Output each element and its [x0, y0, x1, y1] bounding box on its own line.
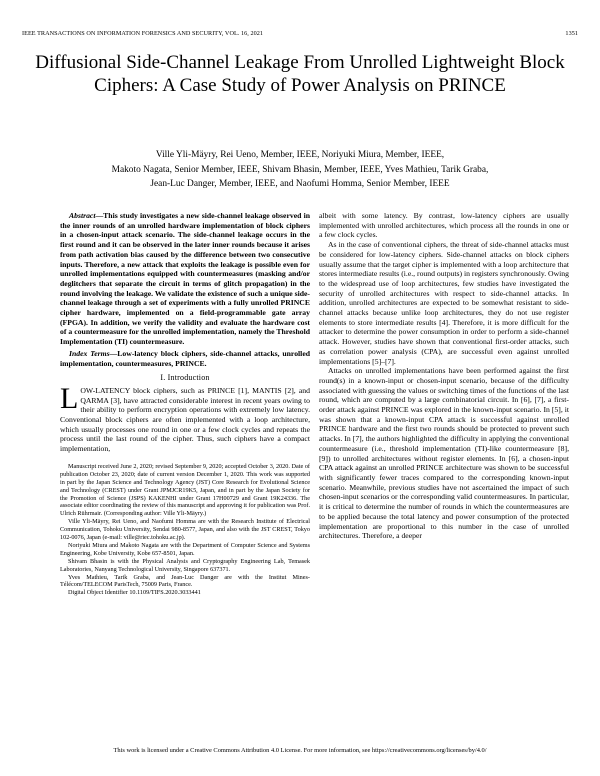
paragraph: Attacks on unrolled implementations have been performed against the first round(s) in a known-input or chosen-input scenario, because of the difficulty associated with guessing the values or switching times of the functions of the last round, which are computed by a large combinatorial circuit. In [6], [7], a first-order attack against PRINCE was explored in the known-input scenario. In [5], it was shown that a known-input CPA attack is successful against unrolled PRINCE hardware and the first two rounds should be protected to prevent such attacks. In [7], the authors highlighted the difficulty in applying the conventional countermeasure (i.e., threshold implementation (TI)-like countermeasure [8], [9]) to unrolled architectures without register elements. In [6], a chosen-input CPA attack against an unrolled PRINCE architecture was shown to be successful with significantly fewer traces compared to the corresponding known-input scenario. Meanwhile, previous studies have not ascertained the impact of such chosen-input scenarios or the corresponding valid countermeasures. In particular, it is critical to determine the number of rounds in which the countermeasures are to be applied because the total latency and power consumption of the protected implementation are proportional to this number in the case of unrolled architectures. Therefore, a deeper: [319, 366, 570, 541]
footnote-affil-2: Noriyuki Miura and Makoto Nagata are with the Department of Computer Science and Systems Engineering, Kobe University, Kobe 657-8501, Japan.: [60, 541, 310, 557]
footnotes: [60, 463, 310, 597]
footnote-affil-1: Ville Yli-Mäyry, Rei Ueno, and Naofumi Homma are with the Research Institute of Electrical Communication, Tohoku University, Sendai 980-8577, Japan, and also with the JST CREST, Tokyo 102-0076, Japan (e-mail: ville@riec.tohoku.ac.jp).: [60, 518, 310, 542]
journal-name: IEEE TRANSACTIONS ON INFORMATION FORENSICS AND SECURITY, VOL. 16, 2021: [22, 30, 264, 37]
abstract-label: Abstract: [69, 211, 96, 220]
footnote-affil-3: Shivam Bhasin is with the Physical Analysis and Cryptography Engineering Lab, Temasek Laboratories, Nanyang Technological University, Singapore 637371.: [60, 557, 310, 573]
right-column: [319, 211, 569, 541]
author-line-1: Ville Yli-Mäyry, Rei Ueno, Member, IEEE, Noriyuki Miura, Member, IEEE,: [155, 150, 445, 160]
author-list: [40, 148, 560, 192]
index-terms-label: Index Terms: [69, 348, 110, 358]
page-number: 1351: [565, 30, 578, 37]
section-heading: I. Introduction: [160, 373, 210, 383]
index-terms: Index Terms—Low-latency block ciphers, side-channel attacks, unrolled implementation, countermeasures, PRINCE.: [60, 348, 311, 368]
author-line-2: Makoto Nagata, Senior Member, IEEE, Shivam Bhasin, Member, IEEE, Yves Mathieu, Tarik Graba,: [111, 164, 489, 175]
left-column: [60, 211, 310, 597]
intro-body: [60, 381, 310, 454]
footnote-doi: Digital Object Identifier 10.1109/TIFS.2020.3033441: [68, 589, 201, 597]
paragraph: As in the case of conventional ciphers, the threat of side-channel attacks must be considered for low-latency ciphers. Side-channel attacks on block ciphers usually assume that the target cipher is implemented with a loop architecture that stores intermediate results (i.e., round outputs) in registers synchronously. Owing to the widespread use of loop architectures, few studies have investigated the security of unrolled architectures with respect to side-channel attacks. In addition, unrolled architectures are expected to be somewhat resistant to side-channel attacks because unlike loop architectures, they do not use register elements to store intermediate results [4]. Therefore, it is more difficult for the attacker to determine the power consumption in order to perform a side-channel attack. However, studies have shown that conventional first-order attacks, such as correlation power analysis (CPA), are successful even against unrolled implementations [5]–[7].: [319, 240, 569, 366]
running-header: [22, 30, 578, 40]
footnote-received: Manuscript received June 2, 2020; revised September 9, 2020; accepted October 3, 2020. Date of publication October 23, 2020; date of current version December 1, 2020. This work was supported in part by the Japan Science and Technology Agency (JST) Core Research for Evolutional Science and Technology (CREST) under Grant JPMJCR19K5, Japan, and in part by the Japan Society for the Promotion of Science (JSPS) KAKENHI under Grant 17H00729 and Grant 19K24336. The associate editor coordinating the review of this manuscript and approving it for publication was Prof. Ulrich Rührmair. (Corresponding author: Ville Yli-Mäyry.): [60, 462, 311, 518]
drop-cap: L: [60, 381, 79, 415]
paragraph-continued: albeit with some latency. By contrast, low-latency ciphers are usually implemented with unrolled architectures, which process all the rounds in one or a few clock cycles.: [319, 211, 569, 240]
intro-paragraph: LOW-LATENCY block ciphers, such as PRINCE [1], MANTIS [2], and QARMA [3], have attracted considerable interest in recent years owing to their ability to perform encryption operations with extremely low latency. Conventional block ciphers are often implemented with a loop architecture, which usually processes one round in one or a few clock cycles and repeats the process until the last round of the cipher. Thus, such ciphers have a compact implementation,: [60, 381, 310, 454]
abstract: Abstract—This study investigates a new side-channel leakage observed in the inner rounds of an unrolled hardware implementation of block ciphers in a chosen-input attack scenario. The side-channel leakage occurs in the first round and it can be observed in the later inner rounds because it arises from path activation bias caused by the difference between two consecutive inputs. Therefore, a new attack that exploits the leakage is possible even for unrolled implementations equipped with countermeasures (masking and/or deglitchers that separate the circuit in terms of glitch propagation) in the round involving the leakage. We validate the existence of such a unique side-channel leakage through a set of experiments with a fully unrolled PRINCE cipher hardware, implemented on a field-programmable gate array (FPGA). In addition, we verify the validity and evaluate the hardware cost of a countermeasure for the unrolled implementation, namely the Threshold Implementation (TI) countermeasure.: [60, 211, 310, 347]
abstract-text: This study investigates a new side-channel leakage observed in the inner rounds of an unrolled hardware implementation of block ciphers in a chosen-input attack scenario. The side-channel leakage occurs in the first round and it can be observed in the later inner rounds because it arises from path activation bias caused by the difference between two consecutive inputs. Therefore, a new attack that exploits the leakage is possible even for unrolled implementations equipped with countermeasures (masking and/or deglitchers that separate the circuit in terms of glitch propagation) in the round involving the leakage. We validate the existence of such a unique side-channel leakage through a set of experiments with a fully unrolled PRINCE cipher hardware, implemented on a field-programmable gate array (FPGA). In addition, we verify the validity and evaluate the hardware cost of a countermeasure for the unrolled implementation, namely the Threshold Implementation (TI) countermeasure.: [60, 211, 310, 347]
license-footer: This work is licensed under a Creative Commons Attribution 4.0 License. For more information, see https://creativecommons.org/licenses/by/4.0/: [113, 747, 487, 754]
index-terms-text: Low-latency block ciphers, side-channel attacks, unrolled implementation, countermeasures, PRINCE.: [60, 348, 311, 368]
footnote-affil-4: Yves Mathieu, Tarik Graba, and Jean-Luc Danger are with the Institut Mines-Télécom/TELECOM ParisTech, 75009 Paris, France.: [60, 573, 310, 589]
author-line-3: Jean-Luc Danger, Member, IEEE, and Naofumi Homma, Senior Member, IEEE: [150, 179, 450, 189]
paper-title: Diffusional Side-Channel Leakage From Unrolled Lightweight Block Ciphers: A Case Study of Power Analysis on PRINCE: [35, 52, 565, 96]
